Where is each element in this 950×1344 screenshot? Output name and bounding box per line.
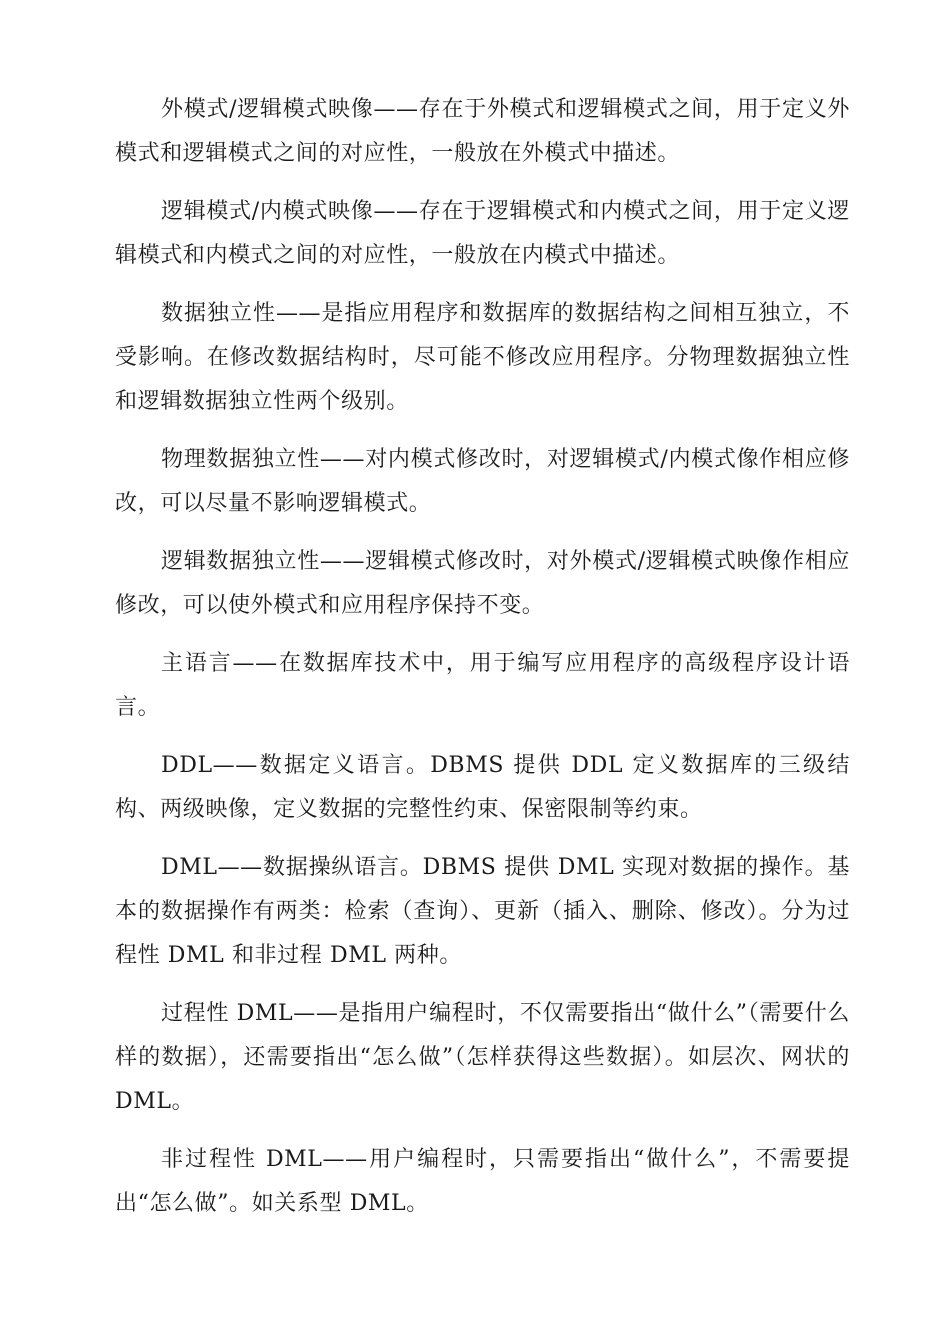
paragraph-procedural-dml: 过程性 DML——是指用户编程时，不仅需要指出“做什么”（需要什么样的数据），还需要指出“怎么做”（怎样获得这些数据）。如层次、网状的 DML。 xyxy=(115,1001,850,1114)
document-body xyxy=(115,88,850,1240)
paragraph-host-language: 主语言——在数据库技术中，用于编写应用程序的高级程序设计语言。 xyxy=(115,651,850,720)
paragraph-logical-independence: 逻辑数据独立性——逻辑模式修改时，对外模式/逻辑模式映像作相应修改，可以使外模式和应用程序保持不变。 xyxy=(115,549,850,618)
paragraph-dml: DML——数据操纵语言。DBMS 提供 DML 实现对数据的操作。基本的数据操作有两类：检索（查询）、更新（插入、删除、修改）。分为过程性 DML 和非过程 DML 两种。 xyxy=(115,855,850,968)
paragraph-physical-independence: 物理数据独立性——对内模式修改时，对逻辑模式/内模式像作相应修改，可以尽量不影响逻辑模式。 xyxy=(115,447,850,516)
paragraph-nonprocedural-dml: 非过程性 DML——用户编程时，只需要指出“做什么”，不需要提出“怎么做”。如关系型 DML。 xyxy=(115,1147,850,1216)
paragraph-ddl: DDL——数据定义语言。DBMS 提供 DDL 定义数据库的三级结构、两级映像，定义数据的完整性约束、保密限制等约束。 xyxy=(115,753,850,822)
paragraph-logical-internal-mapping: 逻辑模式/内模式映像——存在于逻辑模式和内模式之间，用于定义逻辑模式和内模式之间的对应性，一般放在内模式中描述。 xyxy=(115,199,850,268)
paragraph-external-logical-mapping: 外模式/逻辑模式映像——存在于外模式和逻辑模式之间，用于定义外模式和逻辑模式之间的对应性，一般放在外模式中描述。 xyxy=(115,97,850,166)
paragraph-data-independence: 数据独立性——是指应用程序和数据库的数据结构之间相互独立，不受影响。在修改数据结构时，尽可能不修改应用程序。分物理数据独立性和逻辑数据独立性两个级别。 xyxy=(115,301,850,414)
